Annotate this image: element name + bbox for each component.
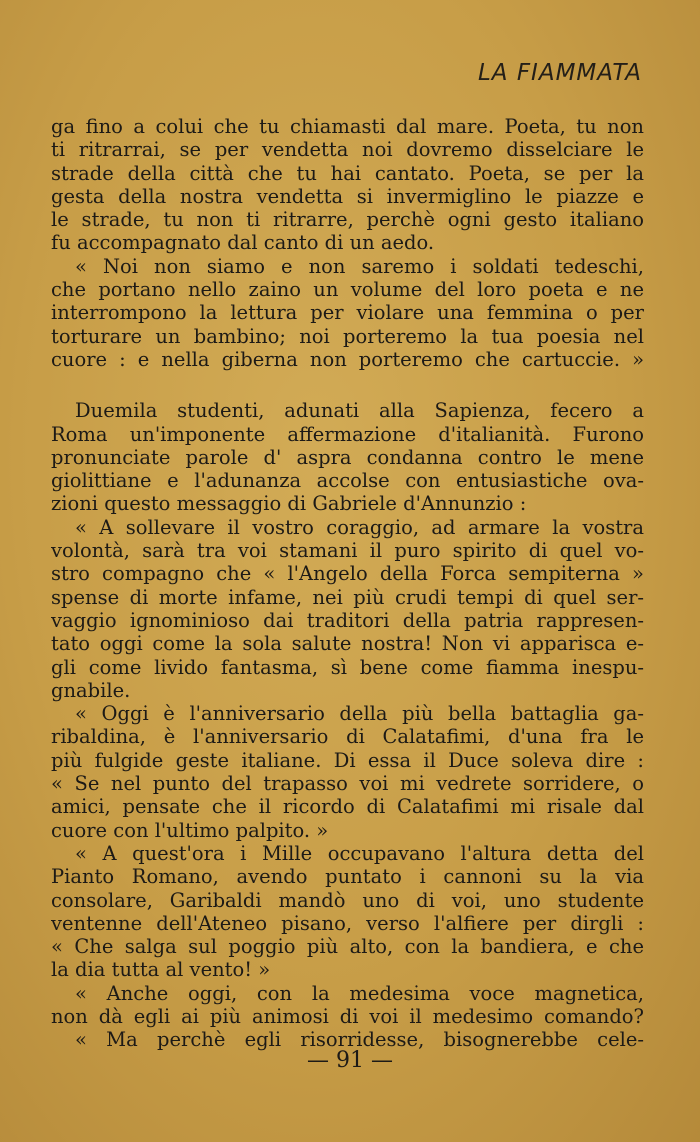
paragraph [51, 702, 644, 842]
text-line: « Che salga sul poggio più alto, con la bandiera, e che [51, 935, 644, 959]
text-line: cuore : e nella giberna non porteremo che cartuccie. » [51, 347, 644, 371]
text-line: « Oggi è l'anniversario della più bella battaglia ga- [75, 702, 644, 726]
text-line: « Ma perchè egli risorridesse, bisognerebbe cele- [75, 1028, 644, 1052]
text-line: gnabile. [51, 678, 131, 702]
text-line: giolittiane e l'adunanza accolse con entusiastiche ova- [51, 469, 644, 493]
text-line: « A sollevare il vostro coraggio, ad armare la vostra [75, 515, 644, 539]
text-line: Roma un'imponente affermazione d'italianità. Furono [51, 422, 644, 446]
text-line: ribaldina, è l'anniversario di Calatafimi, d'una fra le [51, 725, 644, 749]
text-line: più fulgide geste italiane. Di essa il Duce soleva dire : [51, 748, 644, 772]
text-line: le strade, tu non ti ritrarre, perchè ogni gesto italiano [51, 208, 644, 232]
paragraph [51, 842, 644, 982]
paragraph [51, 115, 644, 255]
text-line: ventenne dell'Ateneo pisano, verso l'alfiere per dirgli : [51, 911, 644, 935]
text-line: interrompono la lettura per violare una femmina o per [51, 301, 644, 325]
text-line: torturare un bambino; noi porteremo la tua poesia nel [51, 324, 644, 348]
text-line: « Se nel punto del trapasso voi mi vedrete sorridere, o [51, 772, 644, 796]
body-text [51, 115, 644, 1052]
text-line: strade della città che tu hai cantato. Poeta, se per la [51, 161, 644, 185]
text-line: che portano nello zaino un volume del loro poeta e ne [51, 278, 644, 302]
running-head: LA FIAMMATA [477, 60, 642, 86]
text-line: la dia tutta al vento! » [51, 958, 271, 982]
text-line: cuore con l'ultimo palpito. » [51, 818, 329, 842]
section-gap [51, 371, 644, 399]
text-line: ti ritrarrai, se per vendetta noi dovremo disselciare le [51, 138, 644, 162]
text-line: « Noi non siamo e non saremo i soldati tedeschi, [75, 254, 644, 278]
text-line: consolare, Garibaldi mandò uno di voi, uno studente [51, 888, 644, 912]
paragraph [51, 255, 644, 371]
text-line: non dà egli ai più animosi di voi il medesimo comando? [51, 1004, 644, 1028]
paragraph [51, 516, 644, 702]
text-line: spense di morte infame, nei più crudi tempi di quel ser- [51, 585, 644, 609]
text-line: zioni questo messaggio di Gabriele d'Annunzio : [51, 492, 527, 516]
text-line: tato oggi come la sola salute nostra! Non vi apparisca e- [51, 632, 644, 656]
paragraph [51, 982, 644, 1029]
text-line: stro compagno che « l'Angelo della Forca sempiterna » [51, 562, 644, 586]
paragraph [51, 399, 644, 515]
text-line: fu accompagnato dal canto di un aedo. [51, 231, 435, 255]
text-line: volontà, sarà tra voi stamani il puro spirito di quel vo- [51, 539, 644, 563]
text-line: vaggio ignominioso dai traditori della patria rappresen- [51, 608, 644, 632]
text-line: gesta della nostra vendetta si invermiglino le piazze e [51, 184, 644, 208]
text-line: Pianto Romano, avendo puntato i cannoni su la via [51, 865, 644, 889]
text-line: pronunciate parole d' aspra condanna contro le mene [51, 445, 644, 469]
text-line: « Anche oggi, con la medesima voce magnetica, [75, 981, 644, 1005]
text-line: amici, pensate che il ricordo di Calatafimi mi risale dal [51, 795, 644, 819]
text-line: gli come livido fantasma, sì bene come fiamma inespu- [51, 655, 644, 679]
page-number: — 91 — [307, 1048, 393, 1073]
text-line: ga fino a colui che tu chiamasti dal mare. Poeta, tu non [51, 115, 644, 138]
text-line: Duemila studenti, adunati alla Sapienza, fecero a [75, 399, 644, 423]
text-line: « A quest'ora i Mille occupavano l'altura detta del [75, 841, 644, 865]
